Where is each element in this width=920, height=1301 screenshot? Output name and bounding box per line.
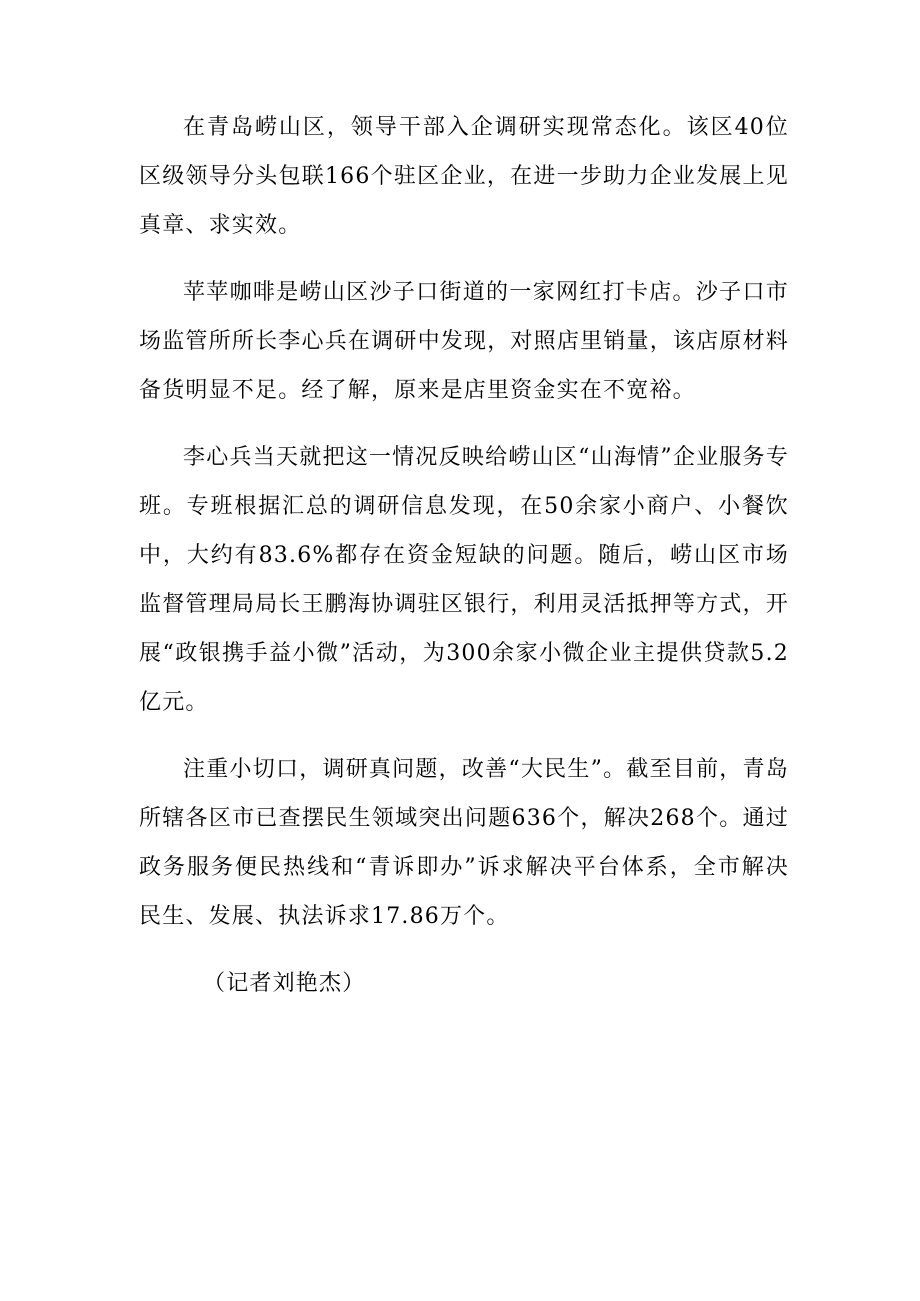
- paragraph-4: 注重小切口，调研真问题，改善“大民生”。截至目前，青岛所辖各区市已查摆民生领域突出问题636个，解决268个。通过政务服务便民热线和“青诉即办”诉求解决平台体系，全市解决民生、发展、执法诉求17.86万个。: [139, 757, 789, 929]
- byline: （记者刘艳杰）: [203, 971, 366, 996]
- article-body: [139, 103, 789, 1008]
- paragraph-3: 李心兵当天就把这一情况反映给崂山区“山海情”企业服务专班。专班根据汇总的调研信息发现，在50余家小商户、小餐饮中，大约有83.6%都存在资金短缺的问题。随后，崂山区市场监督管理局局长王鹏海协调驻区银行，利用灵活抵押等方式，开展“政银携手益小微”活动，为300余家小微企业主提供贷款5.2亿元。: [139, 445, 789, 715]
- paragraph-2: 苹苹咖啡是崂山区沙子口街道的一家网红打卡店。沙子口市场监管所所长李心兵在调研中发现，对照店里销量，该店原材料备货明显不足。经了解，原来是店里资金实在不宽裕。: [139, 280, 789, 403]
- paragraph-1: 在青岛崂山区，领导干部入企调研实现常态化。该区40位区级领导分头包联166个驻区企业，在进一步助力企业发展上见真章、求实效。: [139, 115, 789, 238]
